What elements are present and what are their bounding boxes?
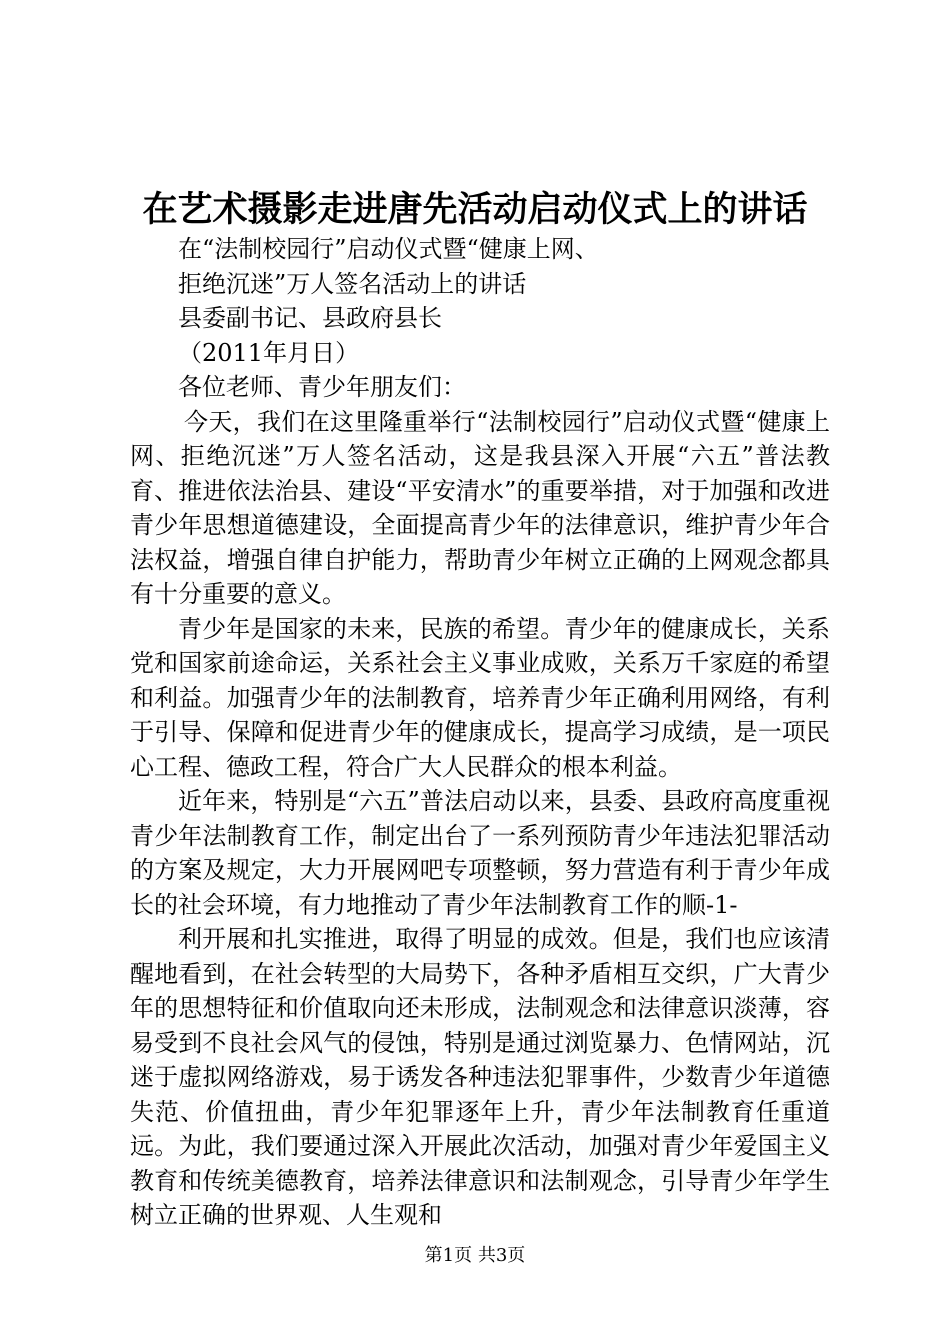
- salutation-line: 各位老师、青少年朋友们：: [178, 373, 466, 401]
- document-title: 在艺术摄影走进唐先活动启动仪式上的讲话: [142, 189, 808, 230]
- paragraph-1: 今天，我们在这里隆重举行“法制校园行”启动仪式暨“健康上网、拒绝沉迷”万人签名活动，这是我县深入开展“六五”普法教育、推进依法治县、建设“平安清水”的重要举措，对于加强和改进青少年思想道德建设，全面提高青少年的法律意识，维护青少年合法权益，增强自律自护能力，帮助青少年树立正确的上网观念都具有十分重要的意义。: [130, 407, 830, 608]
- paragraph-2: 青少年是国家的未来，民族的希望。青少年的健康成长，关系党和国家前途命运，关系社会主义事业成败，关系万千家庭的希望和利益。加强青少年的法制教育，培养青少年正确利用网络，有利于引导、保障和促进青少年的健康成长，提高学习成绩，是一项民心工程、德政工程，符合广大人民群众的根本利益。: [130, 614, 830, 781]
- paragraph-4: 利开展和扎实推进，取得了明显的成效。但是，我们也应该清醒地看到，在社会转型的大局势下，各种矛盾相互交织，广大青少年的思想特征和价值取向还未形成，法制观念和法律意识淡薄，容易受到不良社会风气的侵蚀，特别是通过浏览暴力、色情网站，沉迷于虚拟网络游戏，易于诱发各种违法犯罪事件，少数青少年道德失范、价值扭曲，青少年犯罪逐年上升，青少年法制教育任重道远。为此，我们要通过深入开展此次活动，加强对青少年爱国主义教育和传统美德教育，培养法律意识和法制观念，引导青少年学生树立正确的世界观、人生观和: [130, 925, 830, 1229]
- document-body: [130, 232, 830, 1233]
- author-line: 县委副书记、县政府县长: [178, 304, 442, 332]
- paragraph-3: 近年来，特别是“六五”普法启动以来，县委、县政府高度重视青少年法制教育工作，制定出台了一系列预防青少年违法犯罪活动的方案及规定，大力开展网吧专项整顿，努力营造有利于青少年成长的社会环境，有力地推动了青少年法制教育工作的顺-1-: [130, 787, 830, 919]
- header-line-2: 拒绝沉迷”万人签名活动上的讲话: [178, 269, 527, 298]
- date-line: （2011年月日）: [178, 338, 360, 367]
- header-line-1: 在“法制校园行”启动仪式暨“健康上网、: [178, 235, 599, 263]
- page-footer: 第1页 共3页: [424, 1245, 526, 1266]
